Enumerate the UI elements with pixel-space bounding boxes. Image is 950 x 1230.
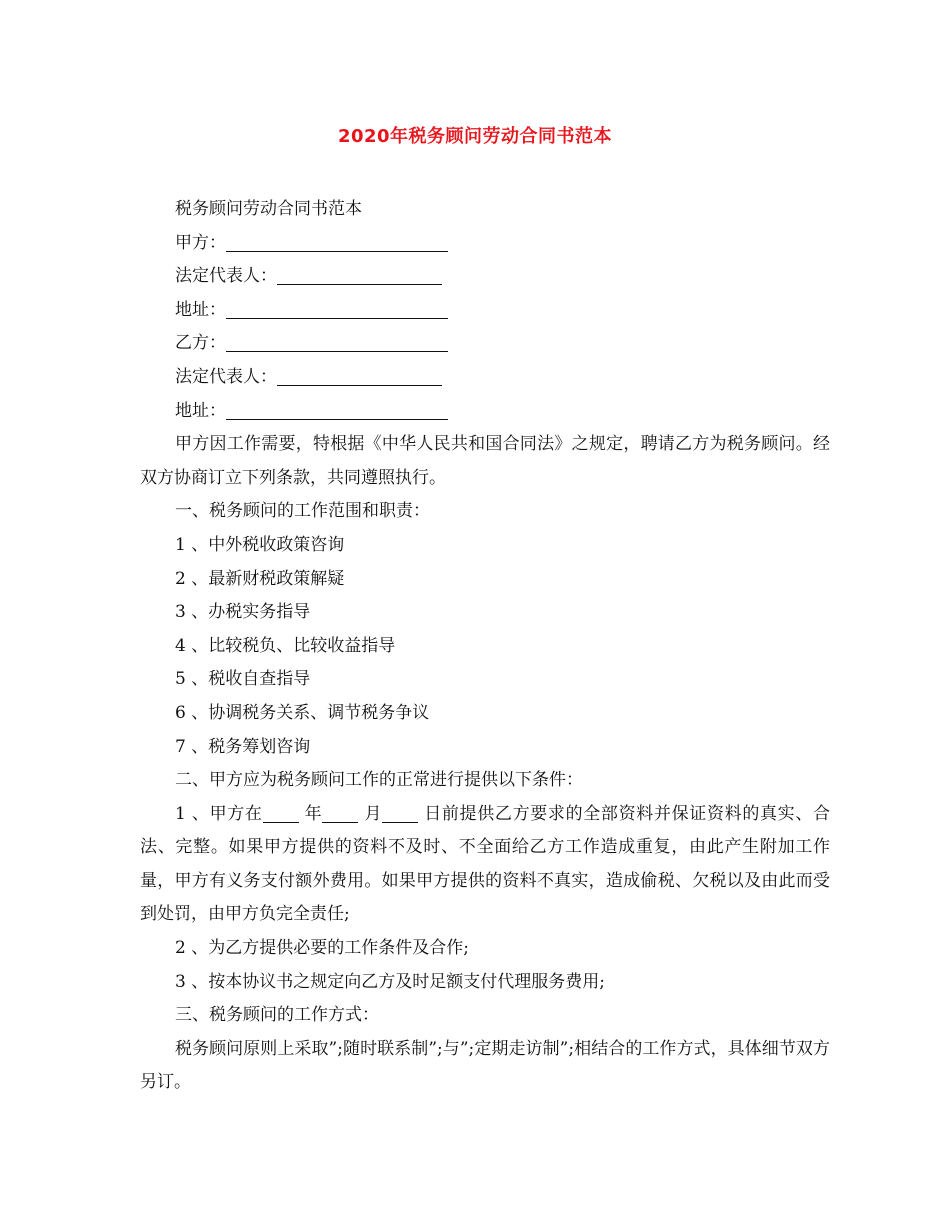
party-a-rep-label: 法定代表人： <box>175 266 277 287</box>
party-b-rep-field <box>140 361 830 395</box>
section2-item1-rest: 日前提供乙方要求的全部资料并保证资料的真实、合法、完整。如果甲方提供的资料不及时、不全面给乙方工作造成重复，由此产生附加工作量，甲方有义务支付额外费用。如果甲方提供的资料不真实，造成偷税、欠税以及由此而受到处罚，由甲方负完全责任; <box>140 803 831 925</box>
party-a-addr-label: 地址： <box>175 299 226 320</box>
party-a-blank <box>226 231 448 252</box>
section1-item: 7 、税务筹划咨询 <box>175 736 311 757</box>
party-b-blank <box>226 331 448 352</box>
day-blank <box>382 802 418 823</box>
section1-item: 3 、办税实务指导 <box>175 602 311 623</box>
intro-paragraph: 甲方因工作需要，特根据《中华人民共和国合同法》之规定，聘请乙方为税务顾问。经双方协商订立下列条款，共同遵照执行。 <box>140 434 830 488</box>
party-a-addr-blank <box>226 298 448 319</box>
section3-heading: 三、税务顾问的工作方式： <box>175 1005 379 1026</box>
party-a-field <box>140 227 830 261</box>
party-b-label: 乙方： <box>175 333 226 354</box>
section2-item1 <box>140 798 830 932</box>
month-blank <box>322 802 358 823</box>
document-body <box>140 193 830 1100</box>
party-a-rep-field <box>140 260 830 294</box>
party-a-addr-field <box>140 294 830 328</box>
year-blank <box>263 802 299 823</box>
section1-item: 5 、税收自查指导 <box>175 669 311 690</box>
party-b-addr-blank <box>226 399 448 420</box>
year-label: 年 <box>304 803 323 824</box>
document-subtitle: 税务顾问劳动合同书范本 <box>175 199 362 219</box>
party-b-field <box>140 327 830 361</box>
party-a-rep-blank <box>277 264 442 285</box>
section2-item2: 2 、为乙方提供必要的工作条件及合作; <box>175 938 469 959</box>
document-title: 2020年税务顾问劳动合同书范本 <box>337 126 613 147</box>
section2-item3: 3 、按本协议书之规定向乙方及时足额支付代理服务费用; <box>175 971 605 992</box>
section1-heading: 一、税务顾问的工作范围和职责： <box>175 501 430 522</box>
section3-text: 税务顾问原则上采取”;随时联系制”;与”;定期走访制”;相结合的工作方式，具体细节双方另订。 <box>140 1038 830 1093</box>
section1-item: 4 、比较税负、比较收益指导 <box>175 635 396 656</box>
section2-item1-prefix: 1 、甲方在 <box>175 803 263 824</box>
section1-item: 6 、协调税务关系、调节税务争议 <box>175 702 430 723</box>
party-b-addr-field <box>140 395 830 429</box>
section1-item: 1 、中外税收政策咨询 <box>175 534 345 555</box>
party-b-rep-blank <box>277 365 442 386</box>
month-label: 月 <box>364 803 383 824</box>
party-b-rep-label: 法定代表人： <box>175 366 277 387</box>
section1-item: 2 、最新财税政策解疑 <box>175 568 345 589</box>
party-a-label: 甲方： <box>175 232 226 253</box>
section2-heading: 二、甲方应为税务顾问工作的正常进行提供以下条件： <box>175 770 583 791</box>
party-b-addr-label: 地址： <box>175 400 226 421</box>
